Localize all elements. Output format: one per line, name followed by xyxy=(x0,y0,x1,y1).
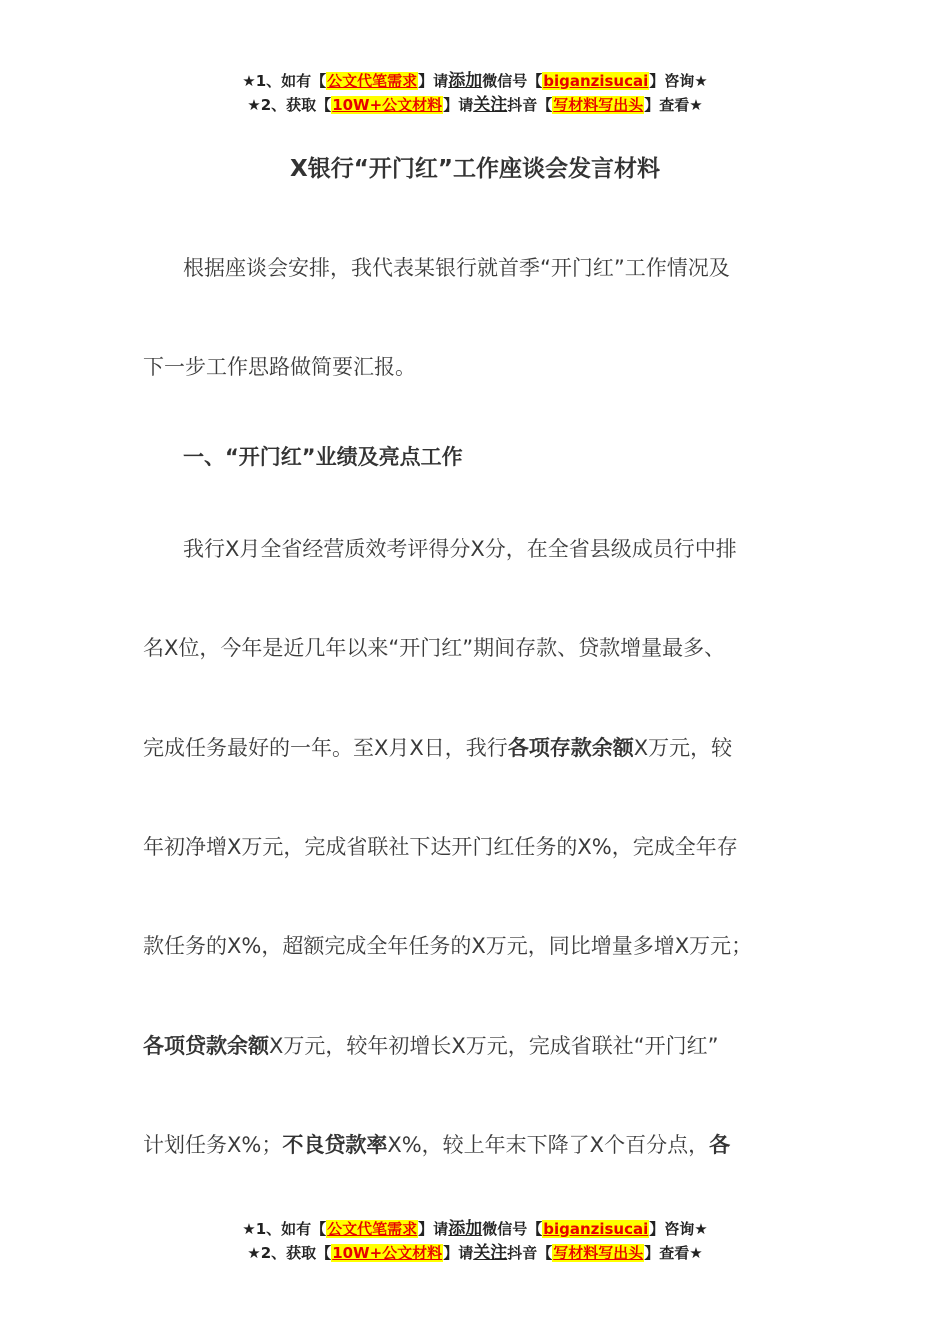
banner-line-1 xyxy=(0,1217,950,1241)
banner-highlight: 10W+公文材料 xyxy=(332,1244,443,1262)
banner-highlight: 10W+公文材料 xyxy=(332,96,443,114)
body-line: 下一步工作思路做简要汇报。 xyxy=(143,355,416,379)
banner-text: ★1、如有【 xyxy=(242,1220,327,1238)
body-line: 名X位，今年是近几年以来“开门红”期间存款、贷款增量最多、 xyxy=(143,636,726,660)
top-banner xyxy=(0,69,950,117)
banner-text: ★1、如有【 xyxy=(242,72,327,90)
banner-text: 】查看★ xyxy=(644,96,703,114)
body-bold-text: 不良贷款率 xyxy=(282,1133,388,1157)
banner-text: 】咨询★ xyxy=(649,72,708,90)
body-line: 年初净增X万元，完成省联社下达开门红任务的X%，完成全年存 xyxy=(143,835,738,859)
banner-emphasis: 关注 xyxy=(473,1243,508,1263)
body-text: 计划任务X%； xyxy=(143,1133,283,1157)
banner-highlight: 写材料写出头 xyxy=(553,1244,644,1262)
banner-highlight: biganzisucai xyxy=(543,72,649,90)
banner-highlight: 写材料写出头 xyxy=(553,96,644,114)
banner-text: 】请 xyxy=(418,72,449,90)
body-text: X%，较上年末下降了X个百分点， xyxy=(387,1133,710,1157)
banner-text: 】请 xyxy=(418,1220,449,1238)
body-line xyxy=(143,1030,719,1060)
banner-text: 抖音【 xyxy=(507,1244,553,1262)
banner-text: 】咨询★ xyxy=(649,1220,708,1238)
banner-text: ★2、获取【 xyxy=(247,1244,332,1262)
body-text: X万元，较 xyxy=(633,736,733,760)
banner-text: 】请 xyxy=(443,96,474,114)
body-line: 我行X月全省经营质效考评得分X分，在全省县级成员行中排 xyxy=(183,537,737,561)
banner-highlight: 公文代笔需求 xyxy=(327,1220,418,1238)
banner-line-2 xyxy=(0,93,950,117)
banner-text: 微信号【 xyxy=(482,1220,543,1238)
body-line: 款任务的X%，超额完成全年任务的X万元，同比增量多增X万元； xyxy=(143,934,753,958)
section-heading: 一、“开门红”业绩及亮点工作 xyxy=(183,445,463,469)
banner-emphasis: 关注 xyxy=(473,95,508,115)
body-line: 根据座谈会安排，我代表某银行就首季“开门红”工作情况及 xyxy=(183,256,730,280)
banner-line-1 xyxy=(0,69,950,93)
banner-text: 】查看★ xyxy=(644,1244,703,1262)
document-title: X银行“开门红”工作座谈会发言材料 xyxy=(290,156,660,182)
body-text: 完成任务最好的一年。至X月X日，我行 xyxy=(143,736,508,760)
banner-emphasis: 添加 xyxy=(448,1219,483,1239)
body-line xyxy=(143,732,732,762)
body-line xyxy=(143,1129,730,1159)
banner-text: 抖音【 xyxy=(507,96,553,114)
body-bold-text: 各项存款余额 xyxy=(507,736,634,760)
banner-text: ★2、获取【 xyxy=(247,96,332,114)
bottom-banner xyxy=(0,1217,950,1265)
body-bold-text: 各项贷款余额 xyxy=(143,1034,269,1058)
body-text: X万元，较年初增长X万元，完成省联社“开门红” xyxy=(269,1034,719,1058)
banner-text: 】请 xyxy=(443,1244,474,1262)
banner-line-2 xyxy=(0,1241,950,1265)
body-bold-text: 各 xyxy=(709,1133,731,1157)
banner-text: 微信号【 xyxy=(482,72,543,90)
banner-emphasis: 添加 xyxy=(448,71,483,91)
banner-highlight: 公文代笔需求 xyxy=(327,72,418,90)
banner-highlight: biganzisucai xyxy=(543,1220,649,1238)
